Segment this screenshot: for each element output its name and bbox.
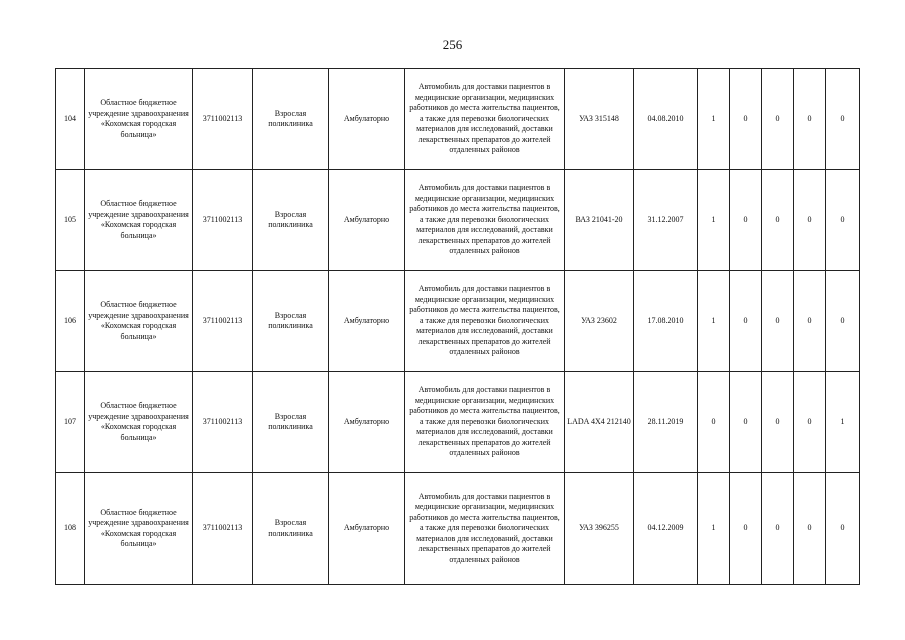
flag-cell: 1 bbox=[698, 271, 730, 372]
page-number: 256 bbox=[442, 37, 463, 52]
vehicle-model-cell: УАЗ 315148 bbox=[565, 69, 634, 170]
date-cell: 31.12.2007 bbox=[634, 170, 698, 271]
inn-cell: 3711002113 bbox=[193, 69, 253, 170]
inn-cell: 3711002113 bbox=[193, 372, 253, 473]
purpose-cell: Автомобиль для доставки пациентов в медицинские организации, медицинских работников до места жительства пациентов, а также для перевозки биологических материалов для исследований, доставки лекарственных препаратов до жителей отдаленных районов bbox=[405, 372, 565, 473]
inn-cell: 3711002113 bbox=[193, 473, 253, 585]
flag-cell: 0 bbox=[762, 170, 794, 271]
row-index: 107 bbox=[56, 372, 85, 473]
flag-cell: 0 bbox=[730, 271, 762, 372]
row-index: 104 bbox=[56, 69, 85, 170]
flag-cell: 0 bbox=[794, 170, 826, 271]
flag-cell: 0 bbox=[762, 372, 794, 473]
date-cell: 28.11.2019 bbox=[634, 372, 698, 473]
flag-cell: 1 bbox=[698, 473, 730, 585]
flag-cell: 1 bbox=[698, 69, 730, 170]
row-index: 108 bbox=[56, 473, 85, 585]
care-type-cell: Амбулаторно bbox=[329, 170, 405, 271]
date-cell: 04.08.2010 bbox=[634, 69, 698, 170]
table-row bbox=[56, 372, 860, 473]
date-cell: 17.08.2010 bbox=[634, 271, 698, 372]
table-row bbox=[56, 170, 860, 271]
table-row bbox=[56, 271, 860, 372]
purpose-cell: Автомобиль для доставки пациентов в медицинские организации, медицинских работников до места жительства пациентов, а также для перевозки биологических материалов для исследований, доставки лекарственных препаратов до жителей отдаленных районов bbox=[405, 170, 565, 271]
care-type-cell: Амбулаторно bbox=[329, 473, 405, 585]
flag-cell: 1 bbox=[698, 170, 730, 271]
vehicle-model-cell: УАЗ 23602 bbox=[565, 271, 634, 372]
flag-cell: 0 bbox=[794, 372, 826, 473]
flag-cell: 0 bbox=[762, 69, 794, 170]
flag-cell: 0 bbox=[730, 69, 762, 170]
flag-cell: 0 bbox=[826, 69, 860, 170]
row-index: 106 bbox=[56, 271, 85, 372]
organization-cell: Областное бюджетное учреждение здравоохранения «Кохомская городская больница» bbox=[85, 473, 193, 585]
unit-cell: Взрослая поликлиника bbox=[253, 473, 329, 585]
flag-cell: 0 bbox=[826, 473, 860, 585]
organization-cell: Областное бюджетное учреждение здравоохранения «Кохомская городская больница» bbox=[85, 372, 193, 473]
vehicle-registry-table bbox=[55, 68, 860, 585]
flag-cell: 0 bbox=[826, 170, 860, 271]
inn-cell: 3711002113 bbox=[193, 271, 253, 372]
organization-cell: Областное бюджетное учреждение здравоохранения «Кохомская городская больница» bbox=[85, 69, 193, 170]
table-row bbox=[56, 473, 860, 585]
row-index: 105 bbox=[56, 170, 85, 271]
purpose-cell: Автомобиль для доставки пациентов в медицинские организации, медицинских работников до места жительства пациентов, а также для перевозки биологических материалов для исследований, доставки лекарственных препаратов до жителей отдаленных районов bbox=[405, 69, 565, 170]
flag-cell: 0 bbox=[794, 69, 826, 170]
vehicle-model-cell: УАЗ 396255 bbox=[565, 473, 634, 585]
flag-cell: 0 bbox=[730, 372, 762, 473]
table-row bbox=[56, 69, 860, 170]
flag-cell: 0 bbox=[762, 271, 794, 372]
flag-cell: 1 bbox=[826, 372, 860, 473]
inn-cell: 3711002113 bbox=[193, 170, 253, 271]
care-type-cell: Амбулаторно bbox=[329, 372, 405, 473]
vehicle-model-cell: LADA 4X4 212140 bbox=[565, 372, 634, 473]
flag-cell: 0 bbox=[762, 473, 794, 585]
flag-cell: 0 bbox=[698, 372, 730, 473]
flag-cell: 0 bbox=[730, 473, 762, 585]
care-type-cell: Амбулаторно bbox=[329, 69, 405, 170]
unit-cell: Взрослая поликлиника bbox=[253, 69, 329, 170]
organization-cell: Областное бюджетное учреждение здравоохранения «Кохомская городская больница» bbox=[85, 170, 193, 271]
flag-cell: 0 bbox=[794, 473, 826, 585]
flag-cell: 0 bbox=[794, 271, 826, 372]
date-cell: 04.12.2009 bbox=[634, 473, 698, 585]
flag-cell: 0 bbox=[826, 271, 860, 372]
unit-cell: Взрослая поликлиника bbox=[253, 170, 329, 271]
organization-cell: Областное бюджетное учреждение здравоохранения «Кохомская городская больница» bbox=[85, 271, 193, 372]
purpose-cell: Автомобиль для доставки пациентов в медицинские организации, медицинских работников до места жительства пациентов, а также для перевозки биологических материалов для исследований, доставки лекарственных препаратов до жителей отдаленных районов bbox=[405, 271, 565, 372]
unit-cell: Взрослая поликлиника bbox=[253, 372, 329, 473]
unit-cell: Взрослая поликлиника bbox=[253, 271, 329, 372]
purpose-cell: Автомобиль для доставки пациентов в медицинские организации, медицинских работников до места жительства пациентов, а также для перевозки биологических материалов для исследований, доставки лекарственных препаратов до жителей отдаленных районов bbox=[405, 473, 565, 585]
flag-cell: 0 bbox=[730, 170, 762, 271]
vehicle-model-cell: ВАЗ 21041-20 bbox=[565, 170, 634, 271]
care-type-cell: Амбулаторно bbox=[329, 271, 405, 372]
